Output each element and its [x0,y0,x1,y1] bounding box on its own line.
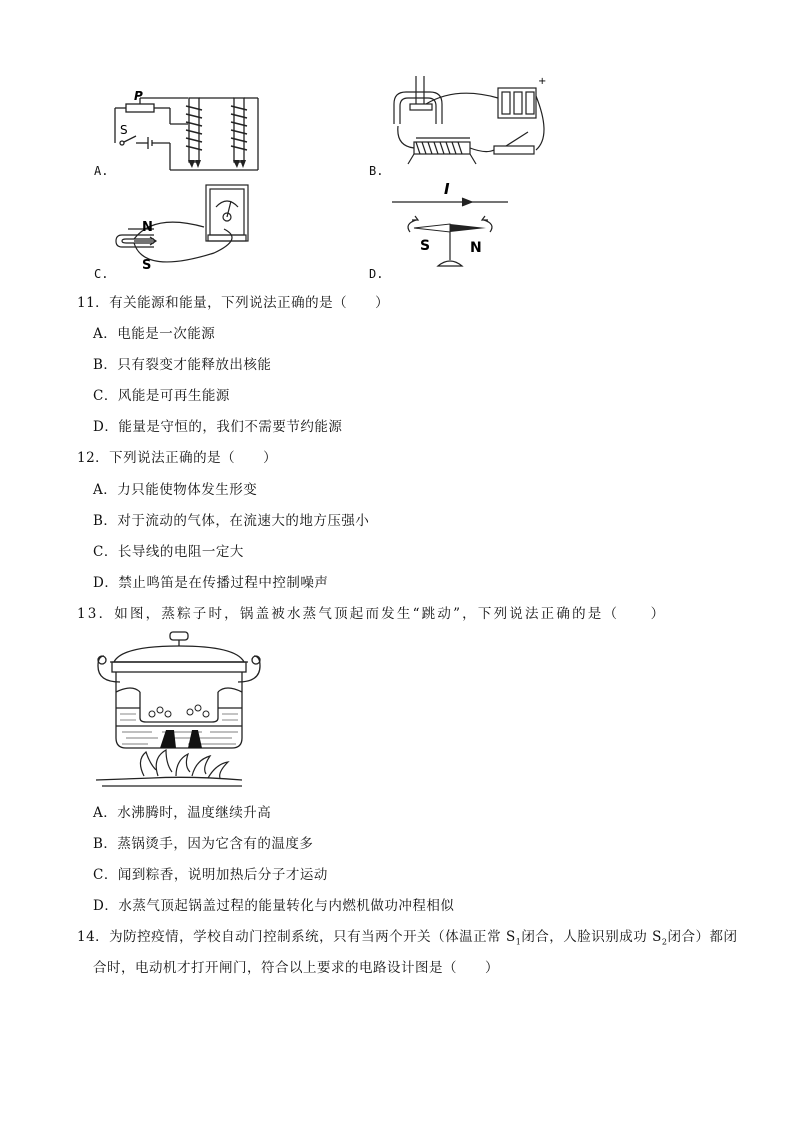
q12-option-c: C．长导线的电阻一定大 [93,544,244,560]
q14-stem-line1: 14．为防控疫情，学校自动门控制系统，只有当两个开关（体温正常 $S_1$闭合，人脸识别成功 $S_2$闭合）都闭 [77,929,738,947]
q11-option-d: D．能量是守恒的，我们不需要节约能源 [93,419,343,435]
q12-option-b: B．对于流动的气体，在流速大的地方压强小 [93,513,370,529]
svg-text:+: + [538,76,547,87]
q14-stem-line2: 合时，电动机才打开闸门，符合以上要求的电路设计图是（ ） [93,960,499,976]
q12-stem: 12．下列说法正确的是（ ） [77,450,278,466]
q11-option-c: C．风能是可再生能源 [93,388,230,404]
q12-option-a: A．力只能使物体发生形变 [93,482,258,498]
q13-option-d: D．水蒸气顶起锅盖过程的能量转化与内燃机做功冲程相似 [93,898,455,914]
option-d-label: D. [369,267,384,281]
figure-d-compass-current [390,180,510,276]
label-s: S [120,123,128,137]
q13-option-c: C．闻到粽香，说明加热后分子才运动 [93,867,328,883]
q13-option-b: B．蒸锅烫手，因为它含有的温度多 [93,836,314,852]
current-label: I [444,180,450,198]
option-a-label: A. [94,164,109,178]
label-s: S [420,238,431,254]
label-p: P [134,89,143,103]
option-b-label: B. [369,164,384,178]
q11-option-a: A．电能是一次能源 [93,326,216,342]
label-n: N [142,220,153,235]
q11-option-b: B．只有裂变才能释放出核能 [93,357,272,373]
q13-stem: 13．如图，蒸粽子时，锅盖被水蒸气顶起而发生“跳动”，下列说法正确的是（ ） [77,606,667,622]
q10-figures [0,0,794,290]
label-n: N [470,240,482,256]
figure-a-electromagnet-circuit [110,88,260,176]
option-c-label: C. [94,267,109,281]
label-s: S [142,258,152,273]
figure-b-magnet-rail-circuit [386,76,556,172]
q13-option-a: A．水沸腾时，温度继续升高 [93,805,272,821]
figure-c-magnet-galvanometer [114,183,254,275]
q12-option-d: D．禁止鸣笛是在传播过程中控制噪声 [93,575,329,591]
q11-stem: 11．有关能源和能量，下列说法正确的是（ ） [77,295,390,311]
figure-steamer-pot [92,630,268,790]
